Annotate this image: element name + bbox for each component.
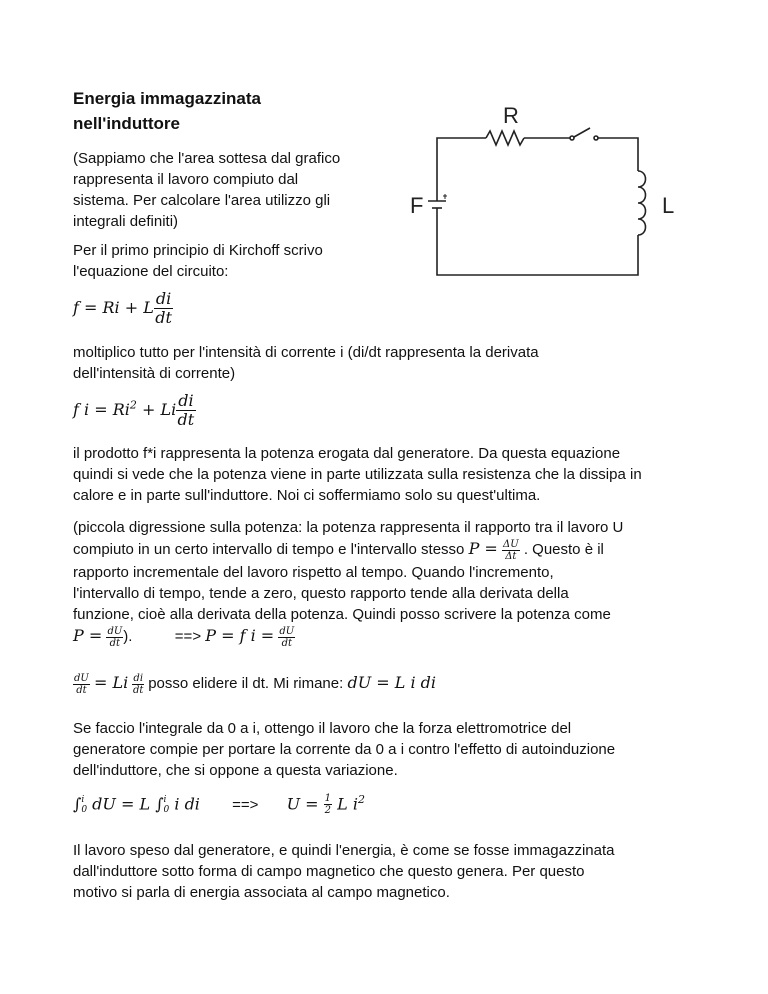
fraction: $\frac{di}{dt}$ [177, 391, 195, 429]
kirchhoff-paragraph: Per il primo principio di Kirchoff scrivo l'equazione del circuito: [73, 242, 323, 280]
source-label: F [410, 193, 424, 218]
energy-paragraph: Il lavoro speso dal generatore, e quindi l'energia, è come se fosse immagazzinata dall'induttore sotto forma di campo magnetico che questo genera. Per questo motivo si parla di energia associata al campo magnetico. [73, 842, 615, 901]
derivative-fraction: $\frac{dU}{dt}$ [74, 672, 89, 696]
derivative-fraction: $\frac{dU}{dt}$ [279, 625, 295, 649]
multiply-paragraph: moltiplico tutto per l'intensità di corrente i (di/dt rappresenta la derivata dell'intensità di corrente) [73, 344, 539, 382]
battery-plus-sign [443, 194, 447, 199]
circuit-wire [437, 213, 638, 275]
circuit-wire [437, 138, 486, 147]
integral-limits: i 0 [81, 794, 88, 815]
intro-paragraph: (Sappiamo che l'area sottesa dal grafico rappresenta il lavoro compiuto dal sistema. Per calcolare l'area utilizzo gli integrali definiti) [73, 150, 341, 230]
power-paragraph: il prodotto f*i rappresenta la potenza erogata dal generatore. Da questa equazione quindi si vede che la potenza viene in parte utilizzata sulla resistenza che la dissipa in calore e in parte sull'induttore. Noi ci soffermiamo solo su quest'ultima. [73, 445, 642, 504]
equation-power: f $i = Ri^2 + Li$ $\frac{di}{dt}$ [73, 391, 195, 429]
equation-energy-derivative: $\frac{dU}{dt}$ = Li $\frac{di}{dt}$ posso elidere il dt. Mi rimane: dU = L i di [74, 672, 437, 696]
switch-lever [574, 128, 590, 137]
equation-kirchhoff: f = Ri + L $\frac{di}{dt}$ [73, 289, 172, 327]
circuit-wire [598, 138, 638, 171]
equation-integral: ∫ i 0 dU = L ∫ i 0 i di ==> U = $\frac{1}{2}$ L $i^2$ [73, 793, 365, 817]
rl-circuit-diagram [400, 95, 700, 285]
resistor-label: R [503, 103, 519, 128]
fraction: $\frac{di}{dt}$ [155, 289, 172, 327]
derivative-fraction: $\frac{di}{dt}$ [133, 672, 144, 696]
derivative-fraction: $\frac{dU}{dt}$ [107, 625, 123, 649]
resistor-symbol [486, 131, 524, 145]
switch-contact [594, 136, 598, 140]
half-fraction: $\frac{1}{2}$ [324, 793, 332, 817]
inductor-symbol [638, 171, 646, 235]
integral-limits: i 0 [163, 794, 170, 815]
switch-contact [570, 136, 574, 140]
integral-paragraph: Se faccio l'integrale da 0 a i, ottengo il lavoro che la forza elettromotrice del generatore compie per portare la corrente da 0 a i contro l'effetto di autoinduzione dell'induttore, che si oppone a questa variazione. [73, 720, 616, 779]
delta-fraction: $\frac{\Delta U}{\Delta t}$ [503, 538, 519, 562]
page-title: Energia immagazzinata nell'induttore [73, 89, 262, 133]
inductor-label: L [662, 193, 675, 218]
digression-paragraph: (piccola digressione sulla potenza: la potenza rappresenta il rapporto tra il lavoro U compiuto in un certo intervallo di tempo e l'intervallo stesso P = $\frac{\Delta U}{\Delta t}$ . Questo è il rapporto incrementale del lavoro rispetto al tempo. Quando l'incremento, l'intervallo di tempo, tende a zero, questo rapporto tende alla derivata della funzione, cioè alla derivata della potenza. Quindi posso scrivere la potenza come P = $\frac{dU}{dt}$ ). ==> P = f i = $\frac{dU}{dt}$ [73, 519, 624, 649]
